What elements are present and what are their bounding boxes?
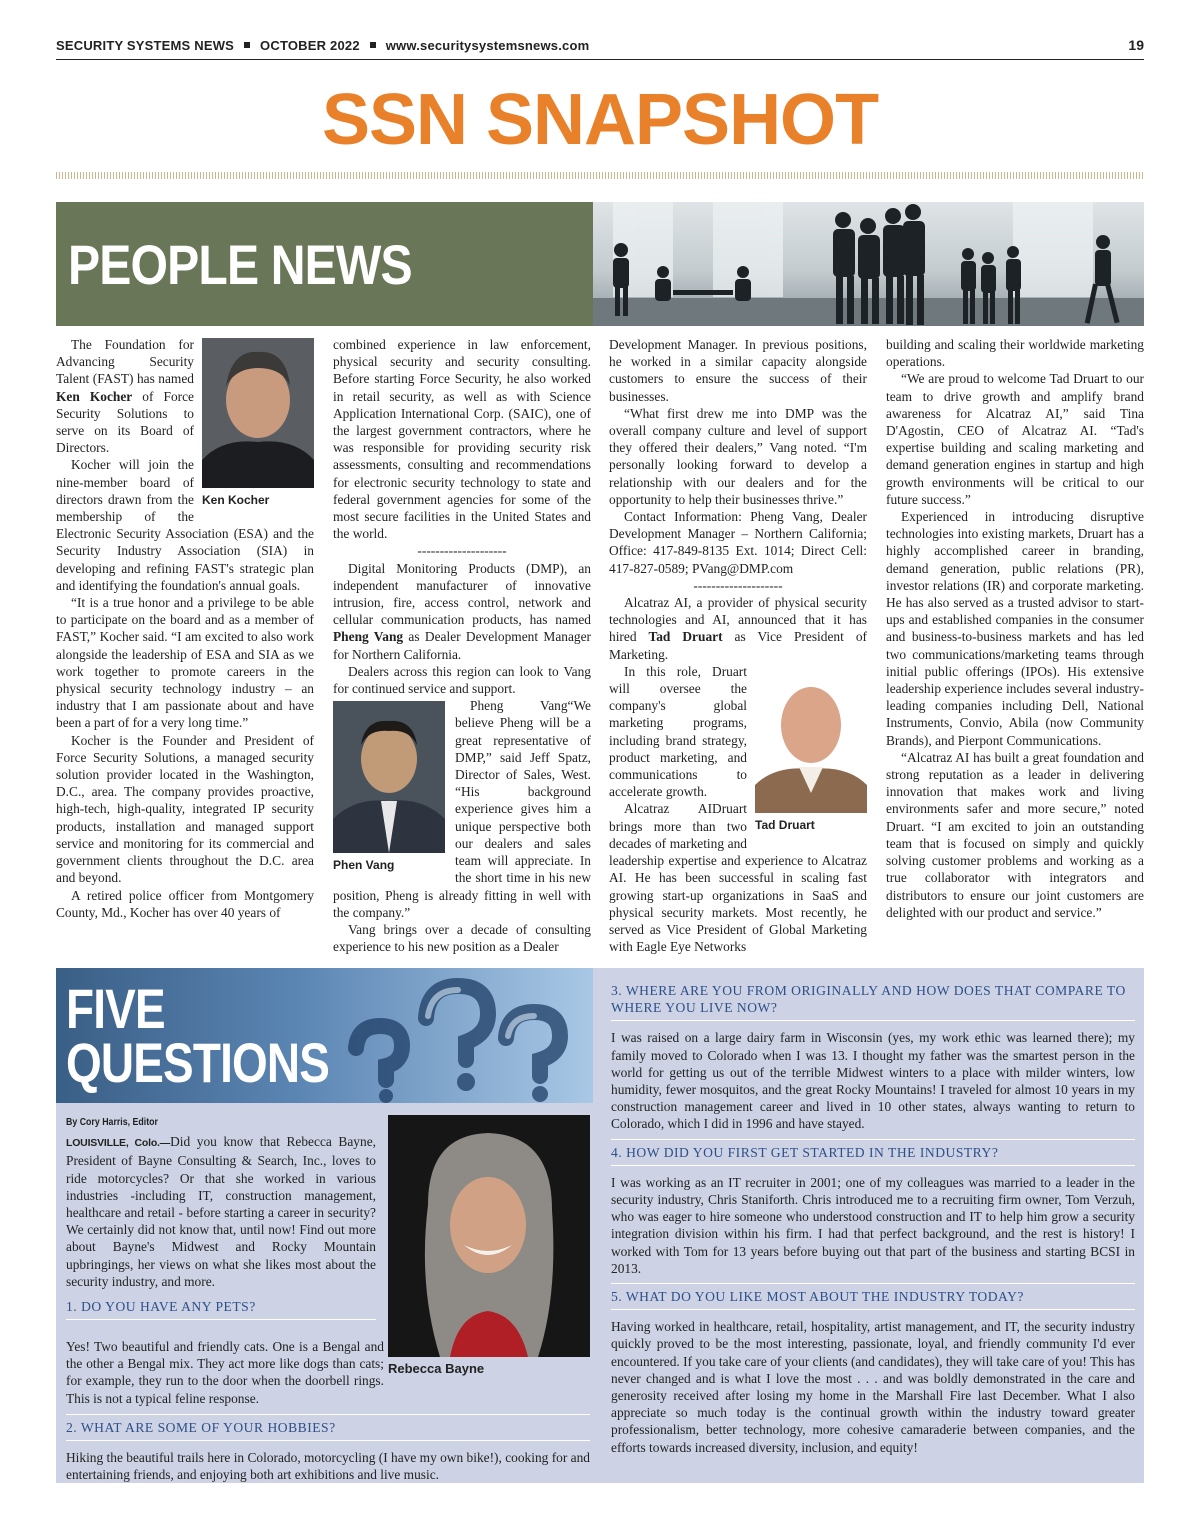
people-news-column-1	[56, 336, 314, 921]
paragraph	[609, 594, 867, 663]
paragraph: Pheng Vang“We believe Pheng will be a great representative of DMP,” said Jeff Spatz, Director of Sales, West. “His background experience gives him a unique perspective both our dealers and sales team will appreciate. In the short time in his new position, Pheng is already fitting in well with the company.”	[333, 698, 591, 920]
question-2-block	[66, 1408, 590, 1484]
paragraph: “We are proud to welcome Tad Druart to our team to drive growth and amplify brand awareness for Alcatraz AI,” said Tina D'Agostin, CEO of Alcatraz AI. “Tad's expertise building and scaling marketing and demand generation engines in startup and high growth environments will be critical to our future success.”	[886, 371, 1144, 507]
separator-square-icon	[244, 42, 250, 48]
page-number: 19	[1128, 37, 1144, 53]
people-news-column-4	[886, 336, 1144, 921]
paragraph: Vang brings over a decade of consulting experience to his new position as a Dealer	[333, 921, 591, 955]
ken-kocher-figure	[202, 338, 314, 509]
people-news-banner	[56, 202, 593, 326]
question-3-answer: I was raised on a large dairy farm in Wisconsin (yes, my work ethic was learned there); my family moved to Colorado when I was 13. I thought my father was the smartest person in the world for getting us out of the terrible Midwest winters to a place with milder winters, low humidity, fewer mosquitos, and the great Rocky Mountains! I traveled for almost 10 years in my construction management career and lived in 10 other states, always wanting to return to Colorado, which I did in 1996 and have stayed.	[611, 1030, 1135, 1132]
tad-druart-photo	[755, 667, 867, 813]
phen-vang-figure	[333, 701, 445, 874]
business-people-silhouette-image	[593, 202, 1144, 326]
byline: By Cory Harris, Editor	[66, 1117, 158, 1128]
paragraph: Development Manager. In previous positions, he worked in a similar capacity alongside customers to ensure the success of their businesses.	[609, 337, 867, 404]
paragraph: Contact Information: Pheng Vang, Dealer Development Manager – Northern California; Office: 417-849-8135 Ext. 1014; Direct Cell: 417-827-0589; PVang@DMP.com	[609, 509, 867, 576]
dateline: LOUISVILLE, Colo.—	[66, 1137, 171, 1150]
text: Digital Monitoring Products (DMP), an independent manufacturer of innovative intrusion, fire, access control, network and cellular communication products, has named	[333, 560, 591, 628]
paragraph: “It is a true honor and a privilege to be able to participate on the board and as a member of FAST,” Kocher said. “I am excited to also work alongside the leadership of ESA and SIA as we work together to promote careers in the physical security technology industry – an industry that I am passionate about and have been a part of for a very long time.”	[56, 595, 314, 731]
text: The Foundation for Advancing Security Talent (FAST) has named	[56, 337, 194, 387]
title-line-1: FIVE	[66, 977, 165, 1040]
paragraph: Dealers across this region can look to Vang for continued service and support.	[333, 663, 591, 697]
portrait-illustration	[333, 701, 445, 853]
paragraph: Kocher will join the nine-member board of directors drawn from the membership of the Electronic Security Association (ESA) and the Security Industry Association (SIA) in developing and refining FAST's strategic plan and identifying the foundation's annual goals.	[56, 457, 314, 593]
person-name: Pheng Vang	[333, 629, 404, 645]
paragraph: “What first drew me into DMP was the overall company culture and level of support they offered their dealers,” Vang noted. “I'm personally looking forward to develop a relationship with our dealers and for the opportunity to help their businesses thrive.”	[609, 405, 867, 507]
publication-name: SECURITY SYSTEMS NEWS	[56, 38, 235, 53]
section-divider: --------------------	[417, 543, 507, 559]
paragraph: Kocher is the Founder and President of Force Security Solutions, a managed security solution provider located in the Washington, D.C., area. The company provides proactive, high-tech, high-quality, integrated IP security products, installation and managed support service and monitoring for its commercial and government clients throughout the D.C. area and beyond.	[56, 732, 314, 886]
title-line-2: QUESTIONS	[66, 1031, 330, 1094]
intro-paragraph	[66, 1133, 376, 1290]
question-1-answer-block	[66, 1338, 384, 1407]
paragraph: Experienced in introducing disruptive technologies into existing markets, Druart has a highly accomplished career in branding, demand generation, public relations (PR), investor relations (IR) and corporate marketing. He has also served as a trusted advisor to start-ups and established companies in the consumer and business-to-business markets and has led two communications/marketing teams through initial public offerings (IPOs). His extensive leadership experience includes several industry-leading companies including Dell, National Instruments, Convio, Abila (now Community Brands), and Pierpont Communications.	[886, 509, 1144, 748]
website-link[interactable]: www.securitysystemsnews.com	[385, 38, 590, 53]
question-3-heading: 3. WHERE ARE YOU FROM ORIGINALLY AND HOW DOES THAT COMPARE TO WHERE YOU LIVE NOW?	[611, 978, 1135, 1021]
tad-druart-figure	[755, 667, 867, 834]
section-divider: --------------------	[693, 577, 783, 593]
question-1-answer: Yes! Two beautiful and friendly cats. One is a Bengal and the other a Bengal mix. They act more like dogs than cats; for example, they run to the door when the doorbell rings. This is not a typical feline response.	[66, 1339, 384, 1406]
running-head-left	[56, 38, 589, 53]
text: Did you know that Rebecca Bayne, President of Bayne Consulting & Search, Inc., loves to ride motorcycles? Or that she worked in various industries -including IT, construction management, healthcare and retail - before starting a career in security? We certainly did not know that, until now! Find out more about Bayne's Midwest and Rocky Mountain upbringings, her views on what she likes most about the security industry, and more.	[66, 1134, 376, 1289]
running-head	[56, 36, 1144, 60]
question-1-heading: 1. DO YOU HAVE ANY PETS?	[66, 1294, 376, 1320]
portrait-illustration	[202, 338, 314, 488]
text: Alcatraz AI, a provider of physical security technologies and AI, announced that it has hired	[609, 595, 867, 645]
rebecca-bayne-caption: Rebecca Bayne	[388, 1361, 485, 1376]
paragraph: combined experience in law enforcement, physical security and security consulting. Before starting Force Security, he also worked in retail security, as well as with Science Application International Corp. (SAIC), one of the largest government contractors, where he was responsible for providing security risk assessments, consulting and recommendations for electronic security technology to state and federal government agencies for some of the most secure facilities in the United States and the world.	[333, 337, 591, 542]
five-questions-right-column	[611, 978, 1135, 1456]
phen-vang-photo	[333, 701, 445, 853]
question-5-answer: Having worked in healthcare, retail, hospitality, artist management, and IT, the security industry quickly proved to be the most interesting, passionate, loyal, and friendly community I'd ever encountered. If you take care of your clients (and candidates), they will take care of you! This has never changed and is what I love the most . . . and was boldly demonstrated in the care and generosity received after losing my home in the Marshall Fire last December. What I also appreciate so much today is the continual growth within the industry toward greater professionalism, better technology, more cohesive camaraderie between companies, and the efforts towards increased diversity, inclusion, and equity!	[611, 1319, 1135, 1455]
silhouette-illustration	[593, 202, 1144, 326]
question-5-heading: 5. WHAT DO YOU LIKE MOST ABOUT THE INDUSTRY TODAY?	[611, 1283, 1135, 1310]
question-2-answer: Hiking the beautiful trails here in Colorado, motorcycling (I have my own bike!), cooking for and entertaining friends, and enjoying both art exhibitions and live music.	[66, 1450, 590, 1483]
paragraph: In this role, Druart will oversee the company's global marketing programs, including brand strategy, product marketing, and communications to accelerate growth.	[609, 663, 747, 800]
question-4-answer: I was working as an IT recruiter in 2001; one of my colleagues was married to a leader in the security industry, Chris Staniforth. Chris introduced me to a recruiting firm owner, Tom Verzuh, who was eager to hire someone who understood construction and IT to help him grow a security integration division within his firm. I had that perfect background, and the rest is history! I worked with Tom for 13 years before buying out that part of the business and starting BCSI in 2013.	[611, 1174, 1135, 1276]
portrait-illustration	[755, 667, 867, 813]
text: as Dealer Development Manager for Northern California.	[333, 629, 591, 662]
five-questions-intro	[66, 1114, 376, 1328]
rebecca-bayne-photo	[388, 1115, 590, 1357]
question-2-heading: 2. WHAT ARE SOME OF YOUR HOBBIES?	[66, 1414, 590, 1441]
paragraph: Alcatraz AIDruart brings more than two decades of marketing and leadership expertise and experience to Alcatraz AI. He has been successful in scaling fast growing start-up organizations in SaaS and physical security markets. Most recently, he served as Vice President of Global Marketing with Eagle Eye Networks	[609, 801, 867, 955]
people-news-title: PEOPLE NEWS	[68, 233, 412, 296]
text: of Force Security Solutions to serve on its Board of Directors.	[56, 388, 194, 456]
paragraph	[333, 560, 591, 663]
issue-date: OCTOBER 2022	[260, 38, 360, 53]
paragraph: A retired police officer from Montgomery County, Md., Kocher has over 40 years of	[56, 887, 314, 920]
tad-druart-caption: Tad Druart	[755, 817, 815, 832]
phen-vang-caption: Phen Vang	[333, 858, 395, 873]
portrait-illustration	[388, 1115, 590, 1357]
question-4-heading: 4. HOW DID YOU FIRST GET STARTED IN THE INDUSTRY?	[611, 1139, 1135, 1166]
five-questions-title	[66, 977, 330, 1094]
rebecca-bayne-figure	[388, 1115, 590, 1376]
people-news-column-2	[333, 336, 591, 955]
ken-kocher-photo	[202, 338, 314, 488]
people-news-column-3	[609, 336, 867, 955]
separator-square-icon	[370, 42, 376, 48]
masthead-title: SSN SNAPSHOT	[321, 80, 879, 160]
dotted-rule	[56, 172, 1144, 179]
paragraph: building and scaling their worldwide marketing operations.	[886, 337, 1144, 370]
five-questions-banner	[56, 968, 593, 1103]
ken-kocher-caption: Ken Kocher	[202, 493, 270, 507]
text: as Vice President of Marketing.	[609, 629, 867, 662]
person-name: Tad Druart	[648, 629, 723, 645]
person-name: Ken Kocher	[56, 388, 133, 404]
paragraph: “Alcatraz AI has built a great foundation and strong reputation as a leader in delivering innovation that makes work and living environments safer and more secure,” noted Druart. “I am excited to join an outstanding team that is focused on simply and quickly solving customer problems and working as a true collaborator with integrators and distributors to ensure our joint customers are delighted with our product and service.”	[886, 749, 1144, 920]
